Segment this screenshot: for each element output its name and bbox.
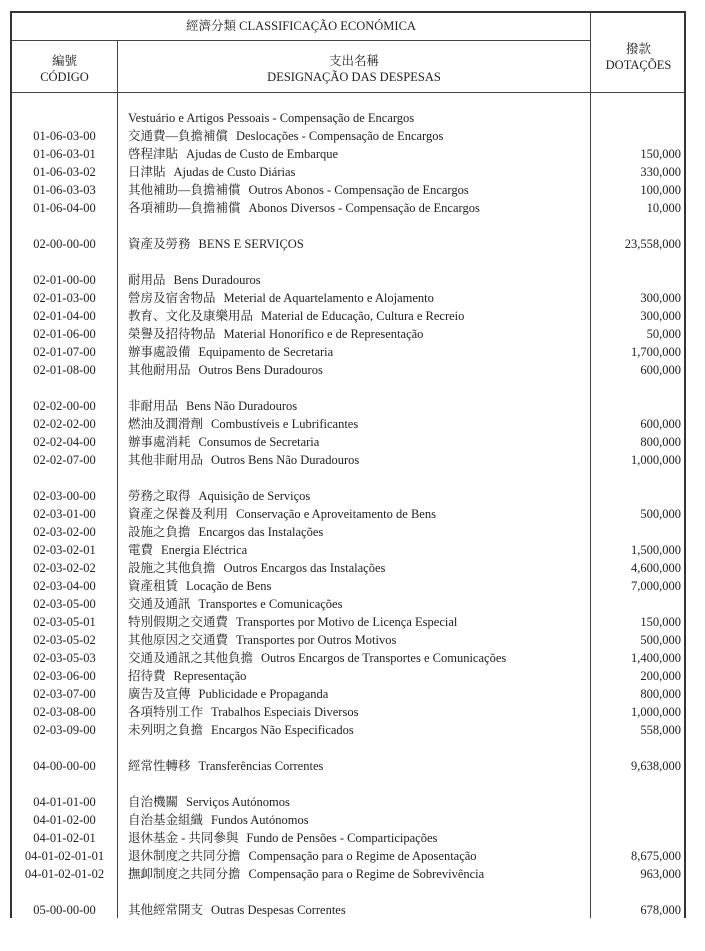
row-amount: 150,000 [640, 615, 681, 629]
designation-pt: Outros Encargos de Transportes e Comunicações [261, 651, 507, 665]
table-row [12, 199, 684, 217]
table-row [12, 325, 684, 343]
row-code: 02-03-02-00 [33, 525, 96, 539]
row-designation [128, 685, 328, 703]
designation-pt: Material de Educação, Cultura e Recreio [261, 309, 465, 323]
designation-pt: Energia Eléctrica [161, 543, 248, 557]
row-designation [128, 433, 319, 451]
row-code: 02-03-02-02 [33, 561, 96, 575]
row-code: 02-03-04-00 [33, 579, 96, 593]
row-designation [128, 271, 261, 289]
row-code: 02-03-07-00 [33, 687, 96, 701]
row-amount: 800,000 [640, 435, 681, 449]
row-code: 04-01-01-00 [33, 795, 96, 809]
row-amount: 330,000 [640, 165, 681, 179]
row-designation [128, 631, 396, 649]
designation-zh: 交通及通訊 [128, 597, 191, 611]
amount-header-pt: DOTAÇÕES [605, 58, 672, 72]
row-group [12, 793, 684, 883]
designation-zh: 榮譽及招待物品 [128, 327, 216, 341]
table-row [12, 793, 684, 811]
table-row [12, 595, 684, 613]
row-designation [128, 127, 443, 145]
table-row [12, 649, 684, 667]
row-amount: 1,500,000 [631, 543, 681, 557]
row-code: 02-03-00-00 [33, 489, 96, 503]
designation-header [118, 53, 590, 85]
designation-zh: 廣告及宣傳 [128, 687, 191, 701]
designation-zh: 招待費 [128, 669, 166, 683]
designation-pt: Trabalhos Especiais Diversos [211, 705, 359, 719]
designation-zh: 退休基金 - 共同參與 [128, 831, 239, 845]
row-code: 01-06-03-03 [33, 183, 96, 197]
designation-pt: Meterial de Aquartelamento e Alojamento [223, 291, 434, 305]
designation-zh: 勞務之取得 [128, 489, 191, 503]
designation-zh: 營房及宿舍物品 [128, 291, 216, 305]
designation-zh: 自治基金組織 [128, 813, 204, 827]
code-header-pt: CÓDIGO [40, 70, 89, 84]
designation-pt: Equipamento de Secretaria [198, 345, 334, 359]
row-amount: 200,000 [640, 669, 681, 683]
row-code: 02-01-04-00 [33, 309, 96, 323]
designation-zh: 日津貼 [128, 165, 166, 179]
row-designation [128, 613, 457, 631]
row-code: 04-01-02-01-02 [24, 867, 105, 881]
row-code: 02-03-05-01 [33, 615, 96, 629]
row-amount: 500,000 [640, 507, 681, 521]
designation-zh: 其他原因之交通費 [128, 633, 229, 647]
designation-zh: 其他耐用品 [128, 363, 191, 377]
row-code: 02-03-05-00 [33, 597, 96, 611]
designation-zh: 退休制度之共同分擔 [128, 849, 241, 863]
row-group [12, 901, 684, 919]
row-designation [128, 487, 310, 505]
row-amount: 1,400,000 [631, 651, 681, 665]
row-designation [128, 343, 333, 361]
header-divider [12, 92, 684, 93]
row-designation [128, 307, 464, 325]
row-group [12, 271, 684, 379]
designation-zh: 非耐用品 [128, 399, 179, 413]
row-code: 02-01-00-00 [33, 273, 96, 287]
table-row [12, 505, 684, 523]
designation-zh: 資產之保養及利用 [128, 507, 229, 521]
table-row [12, 271, 684, 289]
designation-pt: Compensação para o Regime de Aposentação [248, 849, 477, 863]
designation-zh: 交通費—負擔補償 [128, 129, 229, 143]
row-code: 02-01-03-00 [33, 291, 96, 305]
designation-pt: Transportes e Comunicações [198, 597, 343, 611]
table-row [12, 811, 684, 829]
row-amount: 678,000 [640, 903, 681, 917]
amount-header-zh: 撥款 [625, 42, 651, 56]
row-amount: 50,000 [646, 327, 681, 341]
row-amount: 23,558,000 [624, 237, 681, 251]
row-designation [128, 847, 477, 865]
designation-pt: Abonos Diversos - Compensação de Encargos [248, 201, 480, 215]
row-amount: 1,000,000 [631, 705, 681, 719]
designation-zh: 電費 [128, 543, 154, 557]
row-code: 01-06-03-02 [33, 165, 96, 179]
row-code: 02-03-05-03 [33, 651, 96, 665]
row-designation [128, 523, 323, 541]
row-designation [128, 541, 247, 559]
table-row [12, 757, 684, 775]
row-amount: 600,000 [640, 363, 681, 377]
row-designation [128, 559, 385, 577]
designation-zh: 耐用品 [128, 273, 166, 287]
designation-pt: Outras Despesas Correntes [211, 903, 346, 917]
row-designation [128, 901, 346, 919]
row-designation [128, 703, 358, 721]
row-code: 02-02-04-00 [33, 435, 96, 449]
row-code: 01-06-03-01 [33, 147, 96, 161]
designation-pt: Vestuário e Artigos Pessoais - Compensação de Encargos [128, 111, 415, 125]
designation-zh: 自治機關 [128, 795, 179, 809]
row-designation [128, 199, 480, 217]
designation-pt: Outros Abonos - Compensação de Encargos [248, 183, 469, 197]
row-designation [128, 667, 246, 685]
designation-pt: Aquisição de Serviços [198, 489, 311, 503]
designation-pt: Outros Bens Não Duradouros [211, 453, 360, 467]
row-amount: 8,675,000 [631, 849, 681, 863]
row-code: 02-03-08-00 [33, 705, 96, 719]
designation-pt: Deslocações - Compensação de Encargos [236, 129, 444, 143]
row-designation [128, 451, 359, 469]
row-amount: 800,000 [640, 687, 681, 701]
row-designation [128, 181, 469, 199]
designation-pt: Outros Encargos das Instalações [223, 561, 386, 575]
table-row [12, 361, 684, 379]
table-row [12, 451, 684, 469]
table-row [12, 307, 684, 325]
table-row [12, 433, 684, 451]
designation-zh: 資產租賃 [128, 579, 179, 593]
designation-pt: Transportes por Outros Motivos [236, 633, 397, 647]
table-row [12, 487, 684, 505]
designation-pt: Encargos das Instalações [198, 525, 324, 539]
designation-pt: Bens Duradouros [173, 273, 261, 287]
row-code: 02-03-09-00 [33, 723, 96, 737]
code-header [12, 53, 117, 85]
designation-zh: 各項特別工作 [128, 705, 204, 719]
row-amount: 9,638,000 [631, 759, 681, 773]
table-row [12, 163, 684, 181]
designation-zh: 辦事處消耗 [128, 435, 191, 449]
designation-pt: Consumos de Secretaria [198, 435, 320, 449]
row-designation [128, 235, 304, 253]
row-designation [128, 325, 423, 343]
designation-zh: 交通及通訊之其他負擔 [128, 651, 254, 665]
designation-zh: 撫卹制度之共同分擔 [128, 867, 241, 881]
row-amount: 558,000 [640, 723, 681, 737]
row-amount: 100,000 [640, 183, 681, 197]
designation-zh: 設施之負擔 [128, 525, 191, 539]
row-code: 04-01-02-01-01 [24, 849, 105, 863]
designation-pt: Ajudas de Custo Diárias [173, 165, 296, 179]
table-body [12, 105, 684, 919]
row-code: 02-03-06-00 [33, 669, 96, 683]
row-designation [128, 163, 295, 181]
row-designation [128, 289, 434, 307]
table-row [12, 181, 684, 199]
designation-pt: Bens Não Duradouros [186, 399, 298, 413]
row-code: 02-01-07-00 [33, 345, 96, 359]
designation-zh: 未列明之負擔 [128, 723, 204, 737]
classification-header: 經濟分類 CLASSIFICAÇÃO ECONÓMICA [186, 19, 416, 33]
row-code: 02-00-00-00 [33, 237, 96, 251]
table-row [12, 235, 684, 253]
code-header-zh: 編號 [51, 54, 77, 68]
row-designation [128, 721, 354, 739]
designation-zh: 經常性轉移 [128, 759, 191, 773]
designation-pt: BENS E SERVIÇOS [198, 237, 304, 251]
row-amount: 300,000 [640, 291, 681, 305]
row-code: 04-01-02-00 [33, 813, 96, 827]
row-amount: 10,000 [646, 201, 681, 215]
row-designation [128, 109, 414, 127]
designation-zh: 啓程津貼 [128, 147, 179, 161]
table-row [12, 703, 684, 721]
row-code: 05-00-00-00 [33, 903, 96, 917]
table-row [12, 631, 684, 649]
designation-zh: 教育、文化及康樂用品 [128, 309, 254, 323]
row-code: 02-03-02-01 [33, 543, 96, 557]
row-group [12, 397, 684, 469]
table-row [12, 145, 684, 163]
designation-zh: 其他補助—負擔補償 [128, 183, 241, 197]
row-code: 02-03-01-00 [33, 507, 96, 521]
designation-zh: 資產及勞務 [128, 237, 191, 251]
row-amount: 1,700,000 [631, 345, 681, 359]
table-row [12, 901, 684, 919]
table-row [12, 865, 684, 883]
row-amount: 7,000,000 [631, 579, 681, 593]
designation-pt: Encargos Não Especificados [211, 723, 354, 737]
designation-pt: Serviços Autónomos [186, 795, 290, 809]
designation-pt: Fundos Autónomos [211, 813, 309, 827]
row-designation [128, 811, 309, 829]
row-group [12, 109, 684, 217]
row-designation [128, 595, 342, 613]
designation-zh: 特別假期之交通費 [128, 615, 229, 629]
row-code: 04-01-02-01 [33, 831, 96, 845]
row-amount: 500,000 [640, 633, 681, 647]
row-code: 02-03-05-02 [33, 633, 96, 647]
table-row [12, 127, 684, 145]
row-amount: 4,600,000 [631, 561, 681, 575]
designation-pt: Compensação para o Regime de Sobrevivência [248, 867, 485, 881]
table-row [12, 523, 684, 541]
designation-header-zh: 支出名稱 [328, 54, 379, 68]
table-row [12, 559, 684, 577]
table-row [12, 541, 684, 559]
row-code: 01-06-03-00 [33, 129, 96, 143]
row-amount: 963,000 [640, 867, 681, 881]
designation-pt: Outros Bens Duradouros [198, 363, 323, 377]
designation-pt: Representação [173, 669, 247, 683]
row-amount: 150,000 [640, 147, 681, 161]
table-row [12, 613, 684, 631]
row-designation [128, 361, 323, 379]
table-row [12, 847, 684, 865]
designation-pt: Combustíveis e Lubrificantes [211, 417, 359, 431]
table-row [12, 685, 684, 703]
designation-pt: Locação de Bens [186, 579, 272, 593]
row-code: 04-00-00-00 [33, 759, 96, 773]
table-row [12, 397, 684, 415]
designation-pt: Material Honorífico e de Representação [223, 327, 424, 341]
table-row [12, 289, 684, 307]
designation-zh: 燃油及潤滑劑 [128, 417, 204, 431]
row-code: 02-02-02-00 [33, 417, 96, 431]
budget-table [10, 11, 686, 918]
designation-pt: Conservação e Aproveitamento de Bens [236, 507, 436, 521]
header-divider [12, 40, 590, 41]
designation-zh: 各項補助—負擔補償 [128, 201, 241, 215]
designation-zh: 其他非耐用品 [128, 453, 204, 467]
row-designation [128, 649, 506, 667]
row-amount: 300,000 [640, 309, 681, 323]
row-code: 01-06-04-00 [33, 201, 96, 215]
table-row [12, 343, 684, 361]
row-designation [128, 757, 323, 775]
row-designation [128, 793, 290, 811]
row-designation [128, 829, 437, 847]
row-amount: 1,000,000 [631, 453, 681, 467]
designation-zh: 設施之其他負擔 [128, 561, 216, 575]
designation-pt: Transportes por Motivo de Licença Especial [236, 615, 458, 629]
table-row [12, 721, 684, 739]
row-group [12, 487, 684, 739]
designation-pt: Fundo de Pensões - Comparticipações [246, 831, 438, 845]
row-designation [128, 865, 484, 883]
row-code: 02-02-00-00 [33, 399, 96, 413]
designation-zh: 其他經常開支 [128, 903, 204, 917]
row-designation [128, 145, 338, 163]
row-designation [128, 415, 358, 433]
row-designation [128, 397, 297, 415]
row-designation [128, 505, 436, 523]
table-row [12, 415, 684, 433]
row-designation [128, 577, 271, 595]
table-row [12, 667, 684, 685]
row-code: 02-01-08-00 [33, 363, 96, 377]
table-row [12, 577, 684, 595]
table-row [12, 109, 684, 127]
designation-pt: Publicidade e Propaganda [198, 687, 329, 701]
row-code: 02-01-06-00 [33, 327, 96, 341]
designation-pt: Transferências Correntes [198, 759, 324, 773]
designation-pt: Ajudas de Custo de Embarque [186, 147, 339, 161]
amount-header [591, 41, 686, 73]
row-group [12, 757, 684, 775]
designation-zh: 辦事處設備 [128, 345, 191, 359]
row-group [12, 235, 684, 253]
table-row [12, 829, 684, 847]
row-amount: 600,000 [640, 417, 681, 431]
row-code: 02-02-07-00 [33, 453, 96, 467]
designation-header-pt: DESIGNAÇÃO DAS DESPESAS [267, 70, 441, 84]
